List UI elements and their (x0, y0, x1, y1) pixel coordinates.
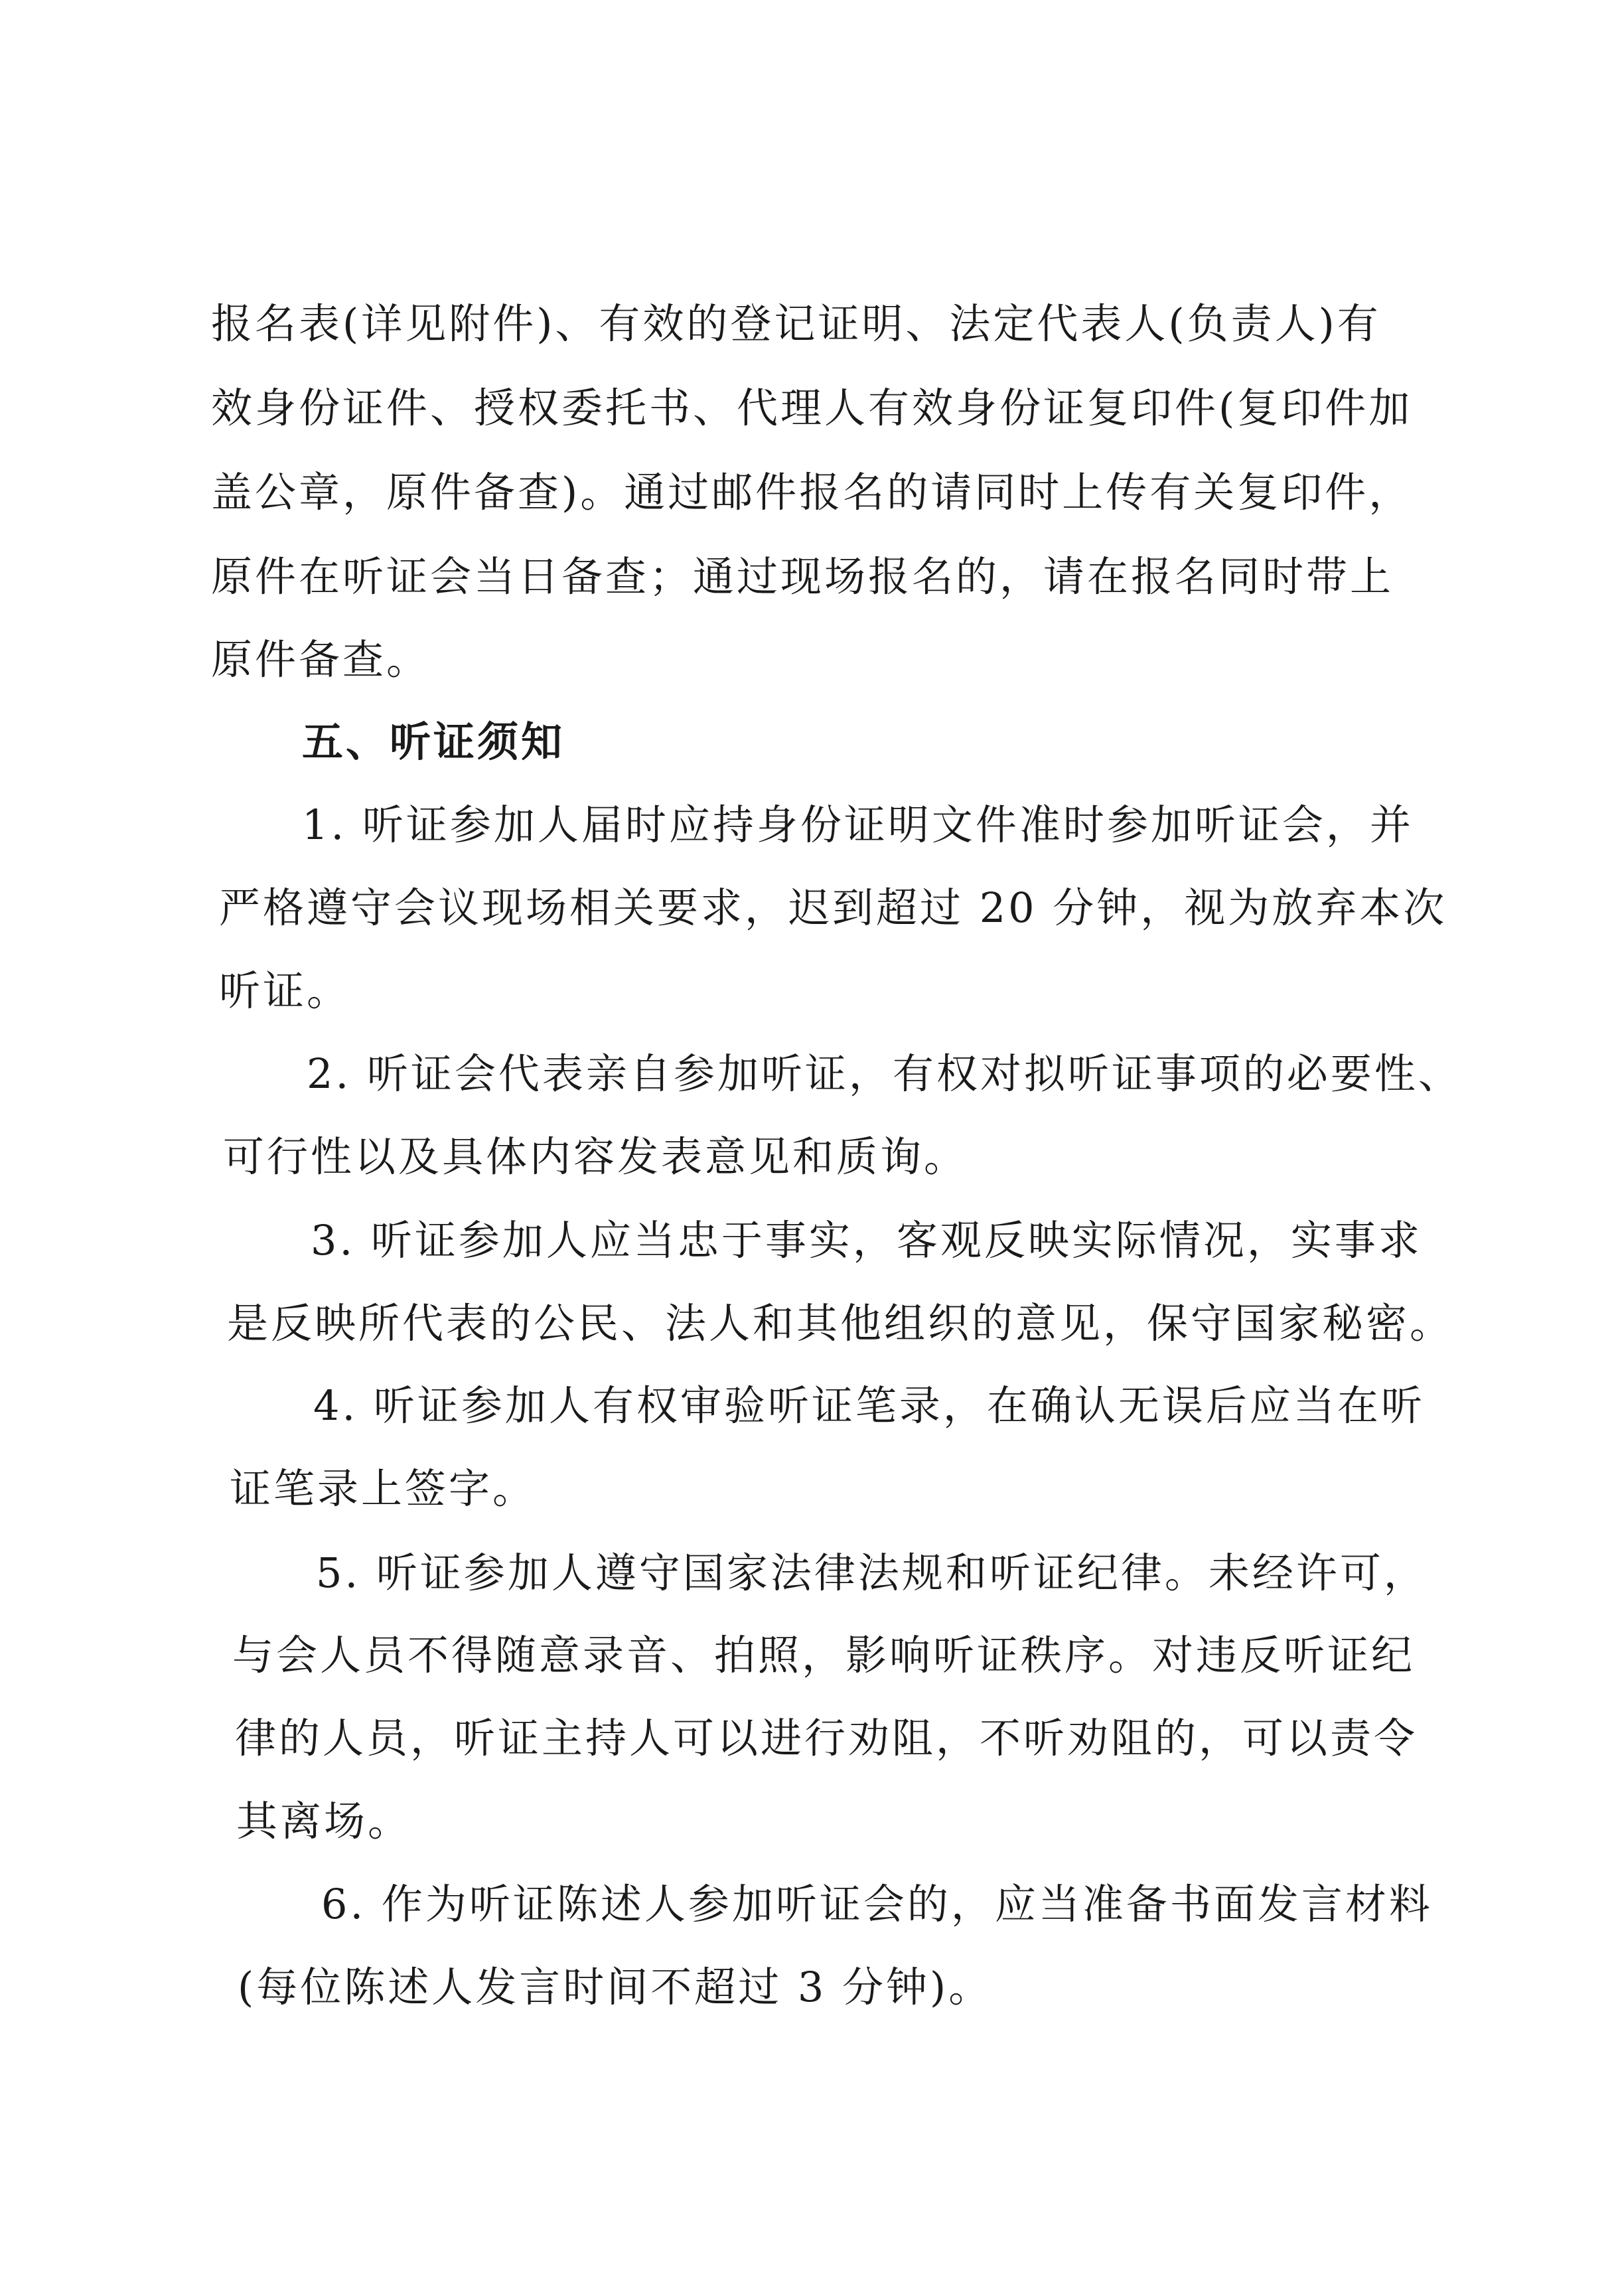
paragraph-line: 报名表(详见附件)、有效的登记证明、法定代表人(负责人)有 (211, 299, 1381, 348)
item-5-line-4: 其离场。 (236, 1797, 412, 1845)
paragraph-line: 效身份证件、授权委托书、代理人有效身份证复印件(复印件加 (211, 384, 1413, 432)
paragraph-line: 原件在听证会当日备查；通过现场报名的，请在报名同时带上 (211, 552, 1394, 601)
item-2-line-2: 可行性以及具体内容发表意见和质询。 (223, 1132, 968, 1181)
item-4-line-1: 4. 听证参加人有权审验听证笔录，在确认无误后应当在听 (313, 1381, 1425, 1430)
item-4-line-2: 证笔录上签字。 (230, 1464, 537, 1513)
item-6-line-2: (每位陈述人发言时间不超过 3 分钟)。 (238, 1963, 993, 2011)
item-3-line-1: 3. 听证参加人应当忠于事实，客观反映实际情况，实事求 (311, 1216, 1422, 1264)
paragraph-line: 盖公章，原件备查)。通过邮件报名的请同时上传有关复印件， (211, 468, 1413, 516)
item-5-line-1: 5. 听证参加人遵守国家法律法规和听证纪律。未经许可， (316, 1549, 1428, 1597)
item-3-line-2: 是反映所代表的公民、法人和其他组织的意见，保守国家秘密。 (227, 1299, 1454, 1347)
item-1-line-3: 听证。 (219, 966, 351, 1015)
item-2-line-1: 2. 听证会代表亲自参加听证，有权对拟听证事项的必要性、 (307, 1049, 1462, 1098)
item-5-line-3: 律的人员，听证主持人可以进行劝阻，不听劝阻的，可以责令 (235, 1714, 1418, 1762)
item-6-line-1: 6. 作为听证陈述人参加听证会的，应当准备书面发言材料 (321, 1880, 1433, 1928)
paragraph-line: 原件备查。 (211, 635, 431, 684)
item-1-line-1: 1. 听证参加人届时应持身份证明文件准时参加听证会，并 (302, 801, 1414, 849)
section-heading: 五、听证须知 (302, 718, 565, 766)
item-1-line-2: 严格遵守会议现场相关要求，迟到超过 20 分钟，视为放弃本次 (219, 883, 1447, 932)
item-5-line-2: 与会人员不得随意录音、拍照，影响听证秩序。对违反听证纪 (232, 1631, 1416, 1679)
